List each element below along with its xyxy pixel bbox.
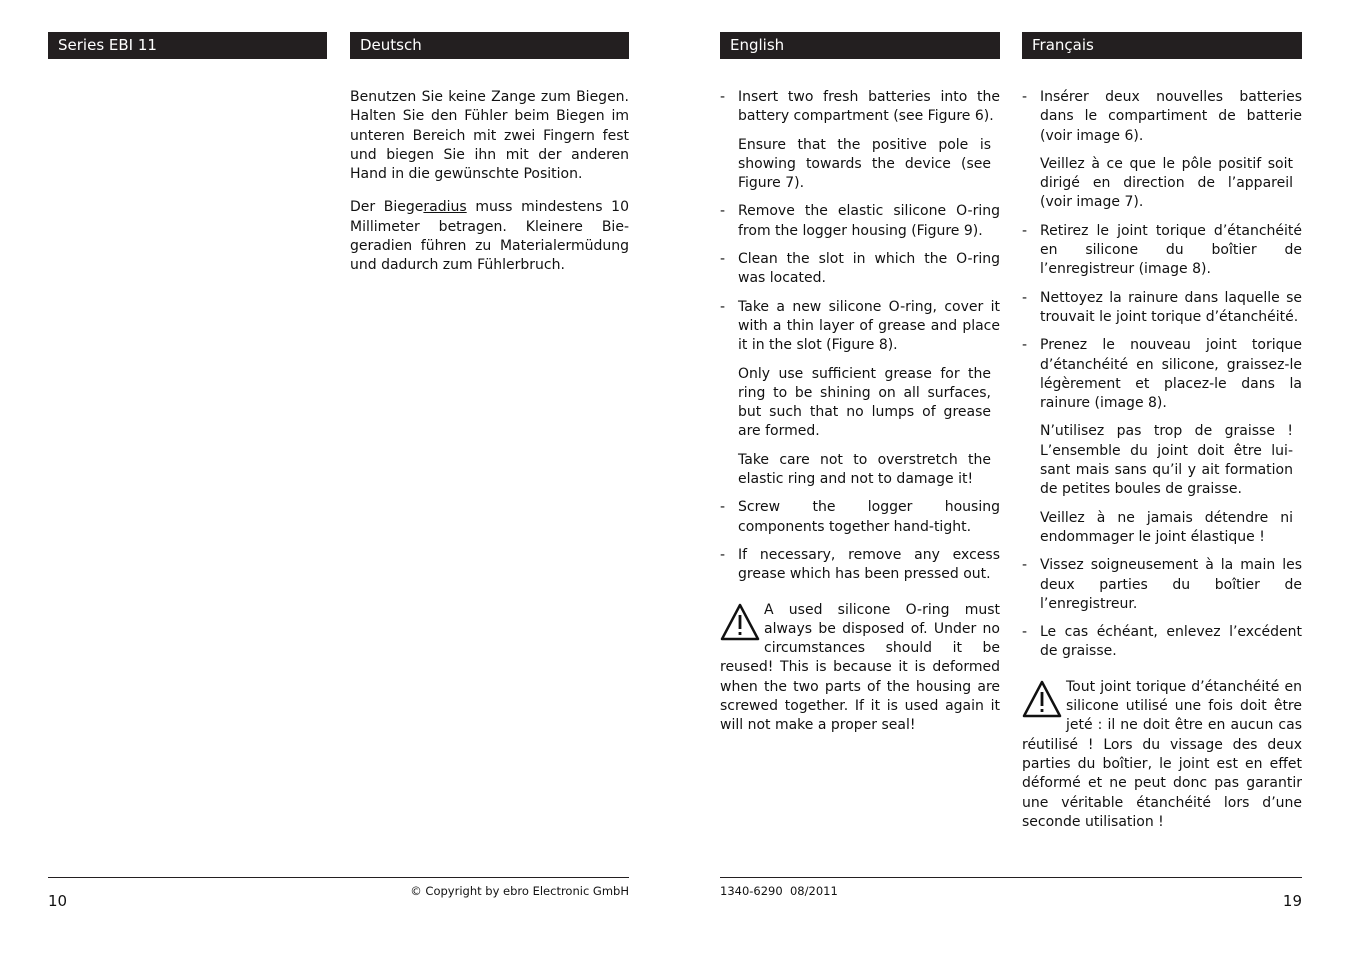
deutsch-paragraph-1: Benutzen Sie keine Zange zum Biegen. Halten Sie den Fühler beim Biegen im unteren Bereich mit zwei Fingern fest und biegen Sie ihn mit der anderen Hand in die gewünschte Position. <box>350 89 629 183</box>
copyright: © Copyright by ebro Electronic GmbH <box>410 884 629 898</box>
dash: - <box>1022 222 1028 239</box>
doc-code: 1340-6290 08/2011 <box>720 884 838 898</box>
warning-text: A used silicone O-ring must always be disposed of. Under no circumstances should it be reused! This is because it is deformed when the two parts of the housing are screwed together. If it is used again it will not make a proper seal! <box>720 601 1000 734</box>
note: Veillez à ne jamais détendre ni endommager le joint élastique ! <box>1040 509 1293 545</box>
list-item <box>720 298 1000 356</box>
page-number-right: 19 <box>1282 892 1302 910</box>
item-text: Le cas échéant, enlevez l’excédent de graisse. <box>1040 624 1302 660</box>
dash: - <box>1022 89 1028 105</box>
item-text: Prenez le nouveau joint torique d’étanchéité en silicone, graissez-le légèrement et placez-le dans la rainure (image 8). <box>1040 337 1302 412</box>
header-series: Series EBI 11 <box>48 32 327 59</box>
item-text: Take a new silicone O-ring, cover it with a thin layer of grease and place it in the slot (Figure 8). <box>738 298 1000 354</box>
item-text: Remove the elastic silicone O-ring from the logger housing (Figure 9). <box>738 203 1000 239</box>
item-text: Nettoyez la rainure dans laquelle se trouvait le joint torique d’étanchéité. <box>1040 289 1302 325</box>
dash: - <box>1022 337 1028 354</box>
warning-block <box>720 601 1000 736</box>
item-text: Clean the slot in which the O-ring was located. <box>738 251 1000 287</box>
footer-rule-right <box>720 877 1302 878</box>
francais-column <box>1022 88 1302 832</box>
page-number-left: 10 <box>48 892 68 910</box>
warning-text: Tout joint torique d’étanchéité en silicone utilisé une fois doit être jeté : il ne doit être en aucun cas réutilisé ! Lors du vissage des deux parties du boîtier, le joint est en effet déformé et ne peut donc pas garantir une véritable étanchéité lors d’une seconde utilisation ! <box>1022 678 1302 830</box>
dash: - <box>720 298 726 315</box>
dash: - <box>720 251 726 268</box>
warning-block <box>1022 678 1302 832</box>
deutsch-column <box>350 88 629 290</box>
list-item <box>1022 336 1302 413</box>
list-item <box>720 202 1000 241</box>
note: Ensure that the positive pole is showing towards the device (see Figure 7). <box>738 136 991 192</box>
list-item <box>720 88 1000 127</box>
note: Veillez à ce que le pôle positif soit dirigé en direction de l’appareil (voir image 7). <box>1040 155 1293 211</box>
list-item <box>720 546 1000 585</box>
item-text: If necessary, remove any excess grease which has been pressed out. <box>738 546 1000 583</box>
note: Take care not to overstretch the elastic ring and not to damage it! <box>738 451 991 488</box>
dash: - <box>1022 624 1028 641</box>
list-item <box>1022 222 1302 280</box>
list-item <box>1022 556 1302 614</box>
list-item <box>1022 623 1302 662</box>
list-item <box>720 250 1000 289</box>
dash: - <box>720 499 726 516</box>
warning-triangle-icon <box>1022 680 1062 718</box>
dash: - <box>720 89 726 105</box>
english-column <box>720 88 1000 736</box>
warning-triangle-icon <box>720 603 760 641</box>
dash: - <box>1022 557 1028 574</box>
item-text: Retirez le joint torique d’étanchéité en silicone du boîtier de l’enregistreur (image 8). <box>1040 222 1302 278</box>
list-item <box>720 498 1000 537</box>
list-item <box>1022 289 1302 328</box>
item-text: Insert two fresh batteries into the battery compartment (see Figure 6). <box>738 89 1000 125</box>
item-text: Insérer deux nouvelles batteries dans le compartiment de batterie (voir image 6). <box>1040 89 1302 144</box>
dash: - <box>1022 289 1028 306</box>
dash: - <box>720 546 726 563</box>
dash: - <box>720 203 726 220</box>
note: Only use sufficient grease for the ring to be shining on all surfaces, but such that no lumps of grease are formed. <box>738 365 991 440</box>
deutsch-paragraph-2 <box>350 198 629 275</box>
deutsch-p2-end: muss mindestens 10 Millimeter betragen. Kleinere Biegeradien führen zu Materialermüdung und dadurch zum Fühlerbruch. <box>350 199 629 274</box>
footer-rule-left <box>48 877 629 878</box>
deutsch-p2-start: Der Biege <box>350 199 424 216</box>
header-english: English <box>720 32 1000 59</box>
item-text: Vissez soigneusement à la main les deux parties du boîtier de l’enregistreur. <box>1040 557 1302 612</box>
header-francais: Français <box>1022 32 1302 59</box>
header-deutsch: Deutsch <box>350 32 629 59</box>
list-item <box>1022 88 1302 146</box>
note: N’utilisez pas trop de graisse ! L’ensemble du joint doit être luisant mais sans qu’il y ait formation de petites boules de graisse. <box>1040 423 1293 498</box>
deutsch-p2-underlined: radius <box>423 199 467 216</box>
item-text: Screw the logger housing components together hand-tight. <box>738 499 1000 535</box>
